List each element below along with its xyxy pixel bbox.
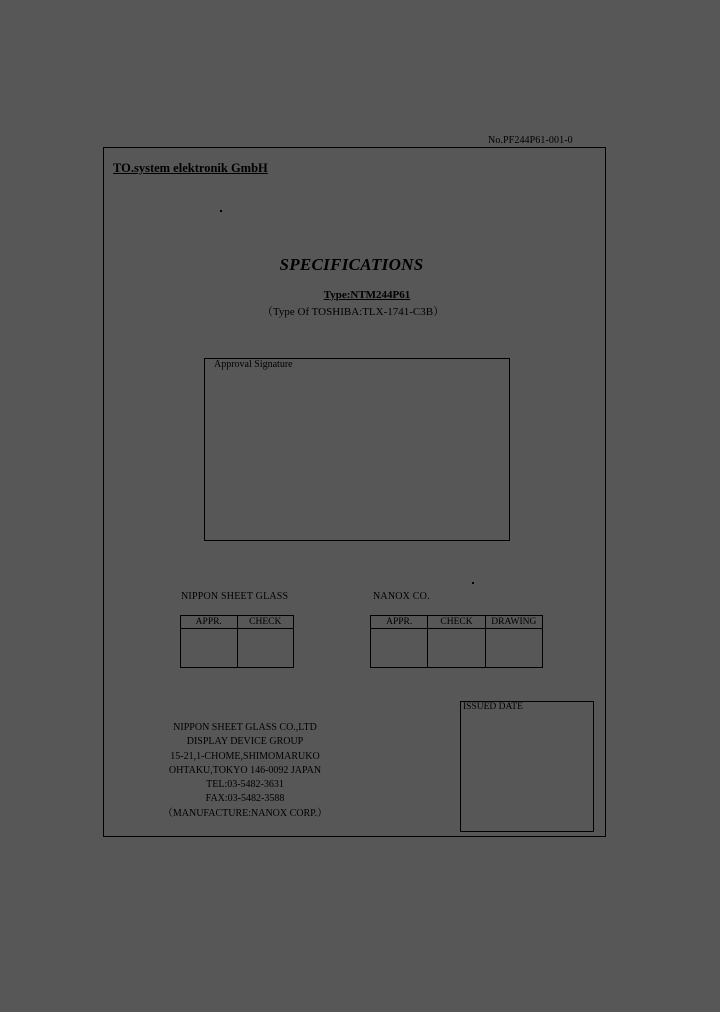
nanox-check-header: CHECK — [428, 616, 485, 629]
document-title: SPECIFICATIONS — [279, 255, 424, 274]
issued-date-label: ISSUED DATE — [463, 702, 523, 712]
address-line: FAX:03-5482-3588 — [205, 793, 285, 805]
nanox-drawing-stamp-cell — [485, 629, 542, 668]
manufacturer-address — [150, 721, 340, 821]
approval-signature-box — [204, 358, 510, 541]
issued-date-box — [460, 701, 594, 832]
nanox-check-stamp-cell — [428, 629, 485, 668]
nippon-approval-table — [180, 615, 294, 668]
approval-signature-label: Approval Signature — [214, 359, 293, 370]
nippon-check-stamp-cell — [237, 629, 294, 668]
equivalent-type: （Type Of TOSHIBA:TLX-1741-C3B） — [261, 306, 445, 318]
address-line: TEL:03-5482-3631 — [206, 779, 284, 791]
nanox-appr-header: APPR. — [371, 616, 428, 629]
address-line: 15-21,1-CHOME,SHIMOMARUKO — [170, 750, 320, 762]
address-line: OHTAKU,TOKYO 146-0092 JAPAN — [168, 764, 322, 776]
nanox-group-title: NANOX CO. — [373, 591, 430, 602]
nanox-approval-table — [370, 615, 543, 668]
address-line: （MANUFACTURE:NANOX CORP.） — [162, 807, 328, 819]
type-designation: Type:NTM244P61 — [323, 289, 411, 301]
nanox-appr-stamp-cell — [371, 629, 428, 668]
address-line: NIPPON SHEET GLASS CO.,LTD — [173, 722, 317, 733]
address-line: DISPLAY DEVICE GROUP — [186, 736, 304, 748]
nippon-appr-stamp-cell — [181, 629, 238, 668]
nippon-check-header: CHECK — [237, 616, 294, 629]
scan-speck — [220, 210, 222, 212]
company-name: TO.system elektronik GmbH — [113, 161, 268, 175]
nanox-drawing-header: DRAWING — [485, 616, 542, 629]
nippon-appr-header: APPR. — [181, 616, 238, 629]
nippon-group-title: NIPPON SHEET GLASS — [181, 591, 289, 602]
document-number: No.PF244P61-001-0 — [488, 135, 573, 146]
scan-speck — [472, 582, 474, 584]
